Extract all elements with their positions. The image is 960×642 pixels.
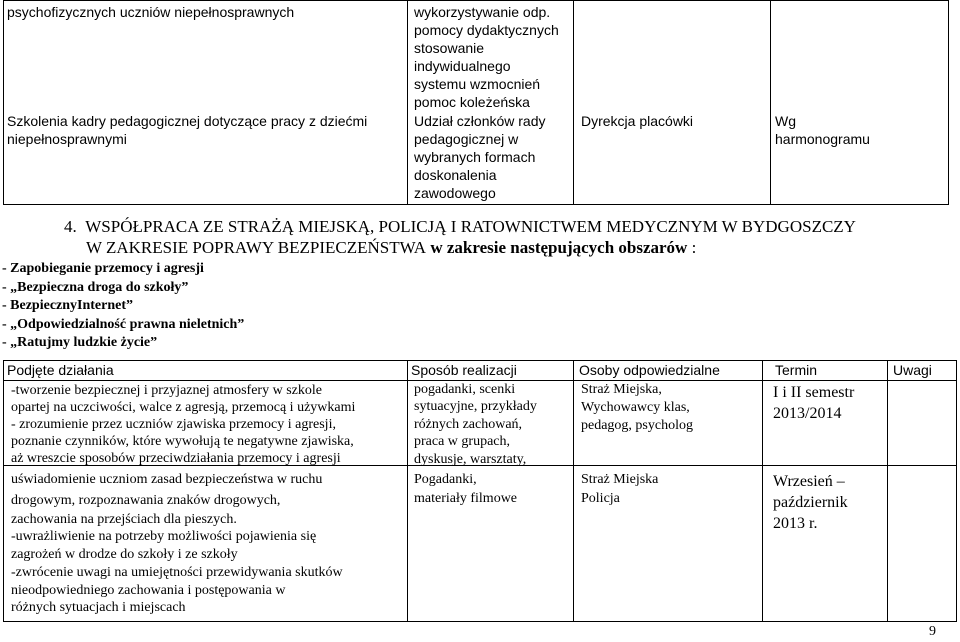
section-title-part: W ZAKRESIE POPRAWY BEZPIECZEŃSTWA [86,238,427,257]
text-line: doskonalenia [414,167,497,183]
text-line: indywidualnego [414,58,511,74]
method-line: różnych zachowań, [414,417,523,432]
person-line: pedagog, psycholog [581,418,693,433]
text-line: pomocy dydaktycznych [414,22,559,38]
header-notes: Uwagi [893,362,932,378]
bullet-item: - „Ratujmy ludzkie życie” [2,335,158,350]
person-line: Straż Miejska, [581,382,662,397]
section-number: 4. [64,217,77,236]
action-line: -zwrócenie uwagi na umiejętności przewidywania skutków [11,565,343,580]
section-title-line1 [64,217,856,237]
activities-table [3,360,957,622]
top-row2-col3: Dyrekcja placówki [581,113,694,129]
action-line: aż wreszcie sposobów przeciwdziałania przemocy i agresji [11,451,341,466]
action-line: różnych sytuacjach i miejscach [11,600,186,615]
method-line: pogadanki, scenki [414,382,516,397]
text-line: Udział członków rady [414,113,546,129]
action-line: drogowym, rozpoznawania znaków drogowych, [11,493,281,508]
text-line: pomoc koleżeńska [414,94,530,110]
method-line: materiały filmowe [414,491,518,506]
term-line: Wrzesień – [773,473,845,490]
text-line: harmonogramu [775,131,870,147]
text-line: zawodowego [414,185,496,201]
method-line: dyskusje, warsztaty, [414,452,527,467]
action-line: zachowania na przejściach dla pieszych. [11,512,237,527]
action-line: - zrozumienie przez uczniów zjawiska przemocy i agresji, [11,417,336,432]
section-title: WSPÓŁPRACA ZE STRAŻĄ MIEJSKĄ, POLICJĄ I RATOWNICTWEM MEDYCZNYM W BYDGOSZCZY [85,217,856,236]
method-line: Pogadanki, [414,472,477,487]
section-title-line2 [86,238,696,258]
text-line: systemu wzmocnień [414,76,541,92]
top-row2-col4 [775,112,870,148]
person-line: Wychowawcy klas, [581,400,690,415]
header-persons: Osoby odpowiedzialne [579,362,720,378]
action-line: opartej na uczciwości, walce z agresją, przemocą i używkami [11,400,356,415]
page-number: 9 [929,624,936,639]
header-actions: Podjęte działania [7,362,114,378]
bullet-item: - BezpiecznyInternet” [2,298,134,313]
header-term: Termin [775,362,818,378]
text-line: wykorzystywanie odp. [414,4,551,20]
text-line: Szkolenia kadry pedagogicznej dotyczące pracy z dziećmi [7,113,368,129]
term-line: I i II semestr [773,384,855,401]
action-line: -uwrażliwienie na potrzeby możliwości pojawienia się [11,529,317,544]
top-row2-col1 [7,112,367,148]
bullet-item: - Zapobieganie przemocy i agresji [2,261,204,276]
person-line: Straż Miejska [581,472,659,487]
action-line: nieodpowiedniego zachowania i postępowania w [11,583,286,598]
action-line: -tworzenie bezpiecznej i przyjaznej atmosfery w szkole [11,383,322,398]
method-line: praca w grupach, [414,434,511,449]
person-line: Policja [581,491,620,506]
section-title-bold: w zakresie następujących obszarów [426,238,688,257]
top-row1-col2 [414,3,559,111]
method-line: sytuacyjne, przykłady [414,399,537,414]
text-line: niepełnosprawnymi [7,131,127,147]
action-line: uświadomienie uczniom zasad bezpieczeństwa w ruchu [11,472,323,487]
term-line: październik [773,494,848,511]
section-title-tail: : [687,238,697,257]
text-line: pedagogicznej w [414,131,519,147]
text-line: wybranych formach [414,149,536,165]
bullet-item: - „Bezpieczna droga do szkoły” [2,280,189,295]
top-table [3,0,949,206]
action-line: zagrożeń w drodze do szkoły i ze szkoły [11,547,238,562]
term-line: 2013 r. [773,515,818,532]
text-line: stosowanie [414,40,485,56]
top-row2-col2 [414,112,546,202]
bullet-item: - „Odpowiedzialność prawna nieletnich” [2,317,245,332]
header-method: Sposób realizacji [411,362,517,378]
term-line: 2013/2014 [773,405,842,422]
text-line: Wg [775,113,796,129]
top-row1-col1: psychofizycznych uczniów niepełnosprawnych [7,4,295,20]
action-line: poznanie czynników, które wywołują te negatywne zjawiska, [11,434,354,449]
